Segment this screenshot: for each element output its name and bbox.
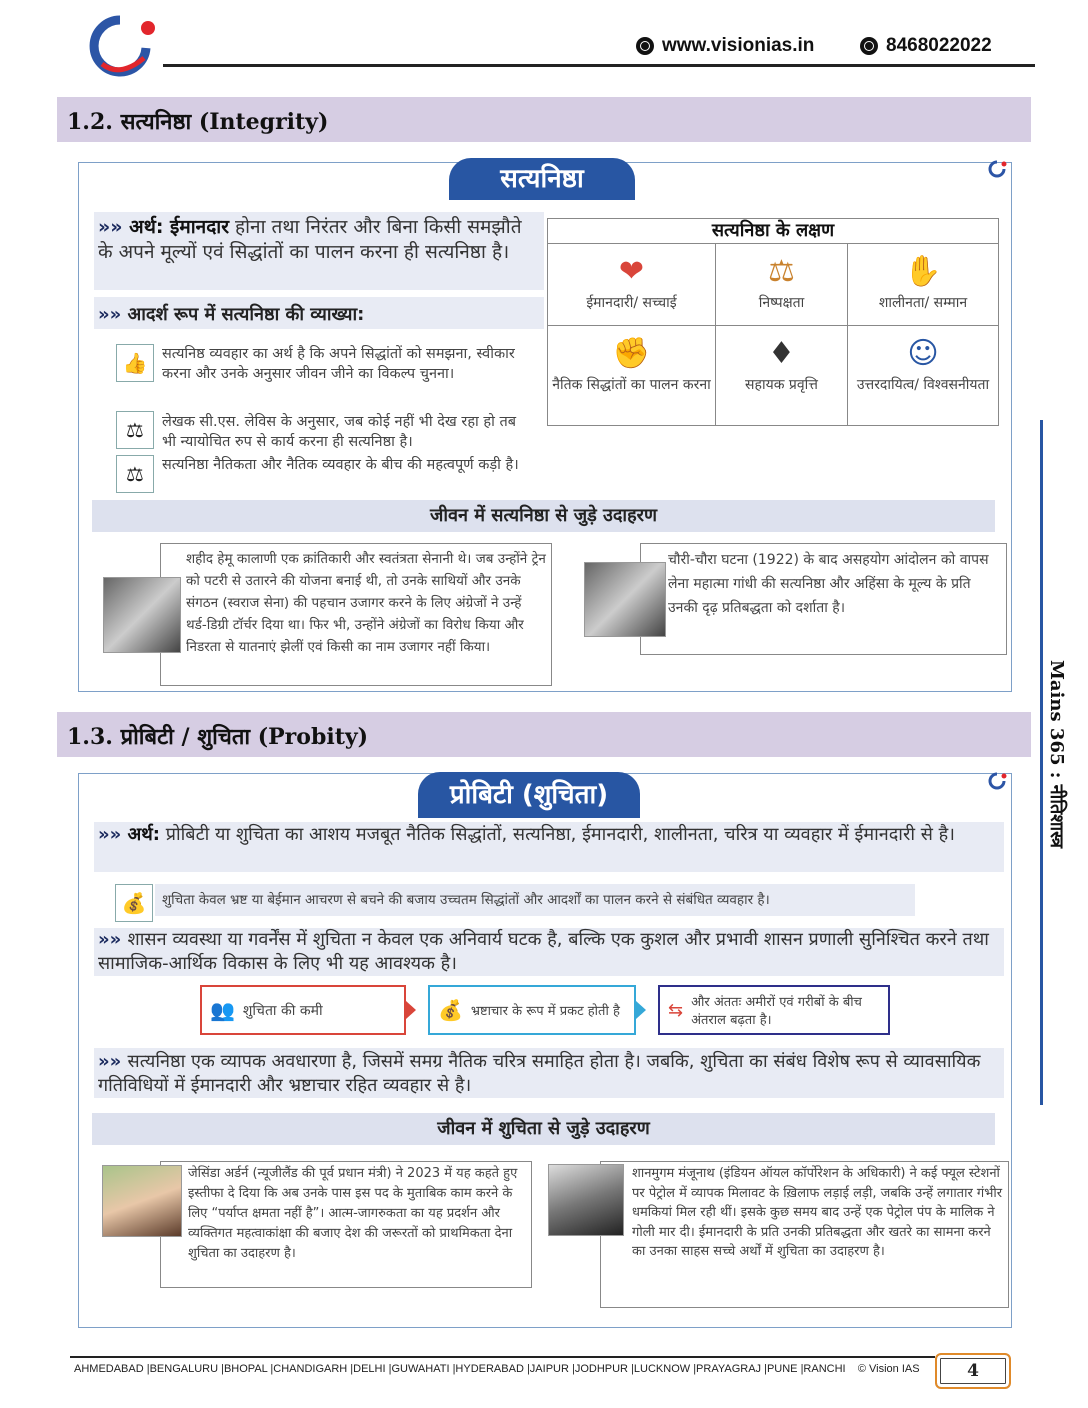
trait-label: निष्पक्षता — [758, 295, 805, 311]
flow-label: शुचिता की कमी — [242, 1002, 323, 1019]
meaning-label: अर्थ: ईमानदार — [129, 216, 229, 238]
mini-logo-icon — [986, 772, 1008, 790]
helping-icon: ♦ — [768, 336, 795, 371]
example-text: चौरी-चौरा घटना (1922) के बाद असहयोग आंदोलन को वापस लेना महात्मा गांधी की सत्यनिष्ठा और अहिंसा के मूल्य के प्रति उनकी दृढ़ प्रतिबद्धता को दर्शाता है। — [668, 552, 989, 616]
trait-cell — [716, 326, 848, 425]
trait-label: शालीनता/ सम्मान — [878, 295, 968, 311]
header-divider — [163, 64, 1035, 67]
chevron-icon: »» — [98, 929, 128, 950]
globe-icon — [636, 37, 654, 55]
governance-block — [98, 928, 998, 976]
flow-label: और अंततः अमीरों एवं गरीबों के बीच अंतराल बढ़ता है। — [691, 995, 862, 1028]
section-title-bar — [57, 97, 1031, 142]
scales-icon: ⚖ — [768, 254, 795, 289]
bribe-icon: 💰 — [438, 998, 463, 1022]
trait-cell — [716, 244, 848, 326]
historic-photo — [584, 562, 666, 637]
section-title: 1.2. सत्यनिष्ठा (Integrity) — [67, 109, 329, 135]
example-text: शानमुगम मंजूनाथ (इंडियन ऑयल कॉर्पोरेशन के अधिकारी) ने कई फ्यूल स्टेशनों पर पेट्रोल में व्यापक मिलावट के ख़िलाफ लड़ाई लड़ी, जबकि उन्हें लगातार गंभीर धमकियां मिल रही थीं। इसके कुछ समय बाद उन्हें एक पेट्रोल पंप के मालिक ने गोली मार दी। ईमानदारी के प्रति उनकी प्रतिबद्धता और खतरे का सामना करने का उनका साहस सच्चे अर्थों में शुचिता का उदाहरण है। — [632, 1166, 1003, 1259]
section-title: 1.3. प्रोबिटी / शुचिता (Probity) — [67, 724, 369, 750]
chevron-icon: »» — [98, 216, 130, 238]
phone[interactable] — [860, 35, 992, 57]
example-text: जेसिंडा अर्डर्न (न्यूजीलैंड की पूर्व प्रधान मंत्री) ने 2023 में यह कहते हुए इस्तीफा दे दिया कि अब उनके पास इस पद के मुताबिक काम करने के लिए “पर्याप्त क्षमता नहीं है”। आत्म-जागरुकता का यह प्रदर्शन और व्यक्तिगत महत्वाकांक्षा की बजाए देश की जरूरतों को प्राथमिकता देना शुचिता का उदाहरण है। — [188, 1166, 518, 1261]
meaning-label: अर्थ: — [127, 824, 160, 845]
sidebar-rule — [1040, 420, 1043, 1105]
point-2: लेखक सी.एस. लेविस के अनुसार, जब कोई नहीं भी देख रहा हो तब भी न्यायोचित रुप से कार्य करना ही सत्यनिष्ठा है। — [162, 414, 516, 450]
portrait-image — [103, 577, 181, 653]
examples-heading: जीवन में शुचिता से जुड़े उदाहरण — [92, 1113, 995, 1145]
sidebar-label: Mains 365 : नीतिशास्त्र — [1046, 660, 1067, 849]
heart-hands-icon: ❤ — [618, 254, 645, 289]
examples-heading: जीवन में सत्यनिष्ठा से जुड़े उदाहरण — [92, 500, 995, 532]
ideal-heading: आदर्श रूप में सत्यनिष्ठा की व्याख्या: — [127, 304, 365, 325]
trait-cell — [848, 244, 998, 326]
governance-text: शासन व्यवस्था या गवर्नेंस में शुचिता न केवल एक अनिवार्य घटक है, बल्कि एक कुशल और प्रभावी शासन प्रणाली सुनिश्चित करने तथा सामाजिक-आर्थिक विकास के लिए भी यह आवश्यक है। — [98, 929, 989, 974]
chevron-icon: »» — [98, 1051, 128, 1072]
meaning-text: होना तथा निरंतर और बिना किसी समझौते के अपने मूल्यों एवं सिद्धांतों का पालन करना ही सत्यनिष्ठा है। — [98, 216, 522, 263]
phone-icon — [860, 37, 878, 55]
traits-table — [547, 218, 999, 426]
vision-logo — [80, 14, 160, 78]
flow-step — [200, 985, 406, 1035]
balance-icon: ⚖ — [116, 455, 154, 493]
flow-label: भ्रष्टाचार के रूप में प्रकट होती है — [470, 1004, 620, 1019]
footer-copyright: © Vision IAS — [857, 1363, 920, 1375]
inequality-icon: ⇆ — [668, 999, 684, 1021]
meaning-text: प्रोबिटी या शुचिता का आशय मजबूत नैतिक सिद्धांतों, सत्यनिष्ठा, ईमानदारी, शालीनता, चरित्र या व्यवहार में ईमानदारी से है। — [165, 824, 955, 845]
trait-cell — [848, 326, 998, 425]
point-1: सत्यनिष्ठ व्यवहार का अर्थ है कि अपने सिद्धांतों को समझना, स्वीकार करना और उनके अनुसार जीवन जीने का विकल्प चुनना। — [162, 346, 515, 382]
joined-hands-icon: ✊ — [612, 336, 651, 371]
chevron-icon: »» — [98, 304, 128, 325]
website[interactable] — [636, 35, 814, 57]
trait-label: सहायक प्रवृत्ति — [745, 377, 818, 393]
flow-step — [658, 985, 890, 1035]
meaning-block — [98, 215, 534, 265]
integrity-pill: सत्यनिष्ठा — [449, 158, 635, 200]
footer-cities: AHMEDABAD |BENGALURU |BHOPAL |CHANDIGARH |DELHI |GUWAHATI |HYDERABAD |JAIPUR |JODHPUR |LUCKNOW |PRAYAGRAJ |PUNE |RANCHI — [74, 1363, 846, 1375]
trait-label: ईमानदारी/ सच्चाई — [586, 295, 677, 311]
point-3: सत्यनिष्ठा नैतिकता और नैतिक व्यवहार के बीच की महत्वपूर्ण कड़ी है। — [162, 457, 519, 473]
example-text: शहीद हेमू कालाणी एक क्रांतिकारी और स्वतंत्रता सेनानी थे। जब उन्होंने ट्रेन को पटरी से उतारने की योजना बनाई थी, तो उनके साथियों और उनके संगठन (स्वराज सेना) की पहचान उजागर करने के लिए अंग्रेजों ने उन्हें थर्ड-डिग्री टॉर्चर दिया था। फिर भी, उन्होंने अंग्रेजों का विरोध किया और निडरता से यातनाएं झेलीं एवं किसी का नाम उजागर नहीं किया। — [186, 551, 546, 655]
traits-heading: सत्यनिष्ठा के लक्षण — [548, 219, 998, 244]
comparison-text: सत्यनिष्ठा एक व्यापक अवधारणा है, जिसमें समग्र नैतिक चरित्र समाहित होता है। जबकि, शुचिता का संबंध विशेष रूप से व्यावसायिक गतिविधियों में ईमानदारी और भ्रष्टाचार रहित व्यवहार से है। — [98, 1051, 981, 1096]
comparison-block — [98, 1050, 1008, 1098]
trait-cell — [548, 326, 716, 425]
footer — [74, 1363, 920, 1375]
thumbs-up-icon: 👍 — [116, 344, 154, 382]
scales-icon: ⚖ — [116, 411, 154, 449]
arrow-icon — [406, 1001, 416, 1019]
section-title-bar — [57, 712, 1031, 757]
chevron-icon: »» — [98, 824, 128, 845]
meeting-icon: 👥 — [210, 998, 235, 1022]
portrait-image — [102, 1165, 182, 1237]
flow-step — [428, 985, 636, 1035]
page-number: 4 — [935, 1353, 1011, 1389]
phone-text: 8468022022 — [886, 35, 992, 56]
footer-divider — [70, 1356, 935, 1358]
portrait-image — [548, 1164, 624, 1236]
meaning-block — [98, 823, 998, 847]
website-text: www.visionias.in — [662, 35, 815, 56]
arrow-icon — [636, 1001, 646, 1019]
trait-cell — [548, 244, 716, 326]
money-bag-icon: 💰 — [115, 884, 153, 922]
trait-label: उत्तरदायित्व/ विश्वसनीयता — [856, 377, 990, 393]
trait-label: नैतिक सिद्धांतों का पालन करना — [552, 377, 711, 393]
note-text: शुचिता केवल भ्रष्ट या बेईमान आचरण से बचने की बजाय उच्चतम सिद्धांतों और आदर्शों का पालन करने से संबंधित व्यवहार है। — [162, 892, 770, 908]
probity-pill: प्रोबिटी (शुचिता) — [418, 772, 640, 818]
respect-icon: ✋ — [904, 254, 942, 289]
mini-logo-icon — [986, 160, 1008, 178]
team-icon: ☺ — [907, 336, 939, 371]
ideal-heading-wrap — [98, 302, 364, 326]
